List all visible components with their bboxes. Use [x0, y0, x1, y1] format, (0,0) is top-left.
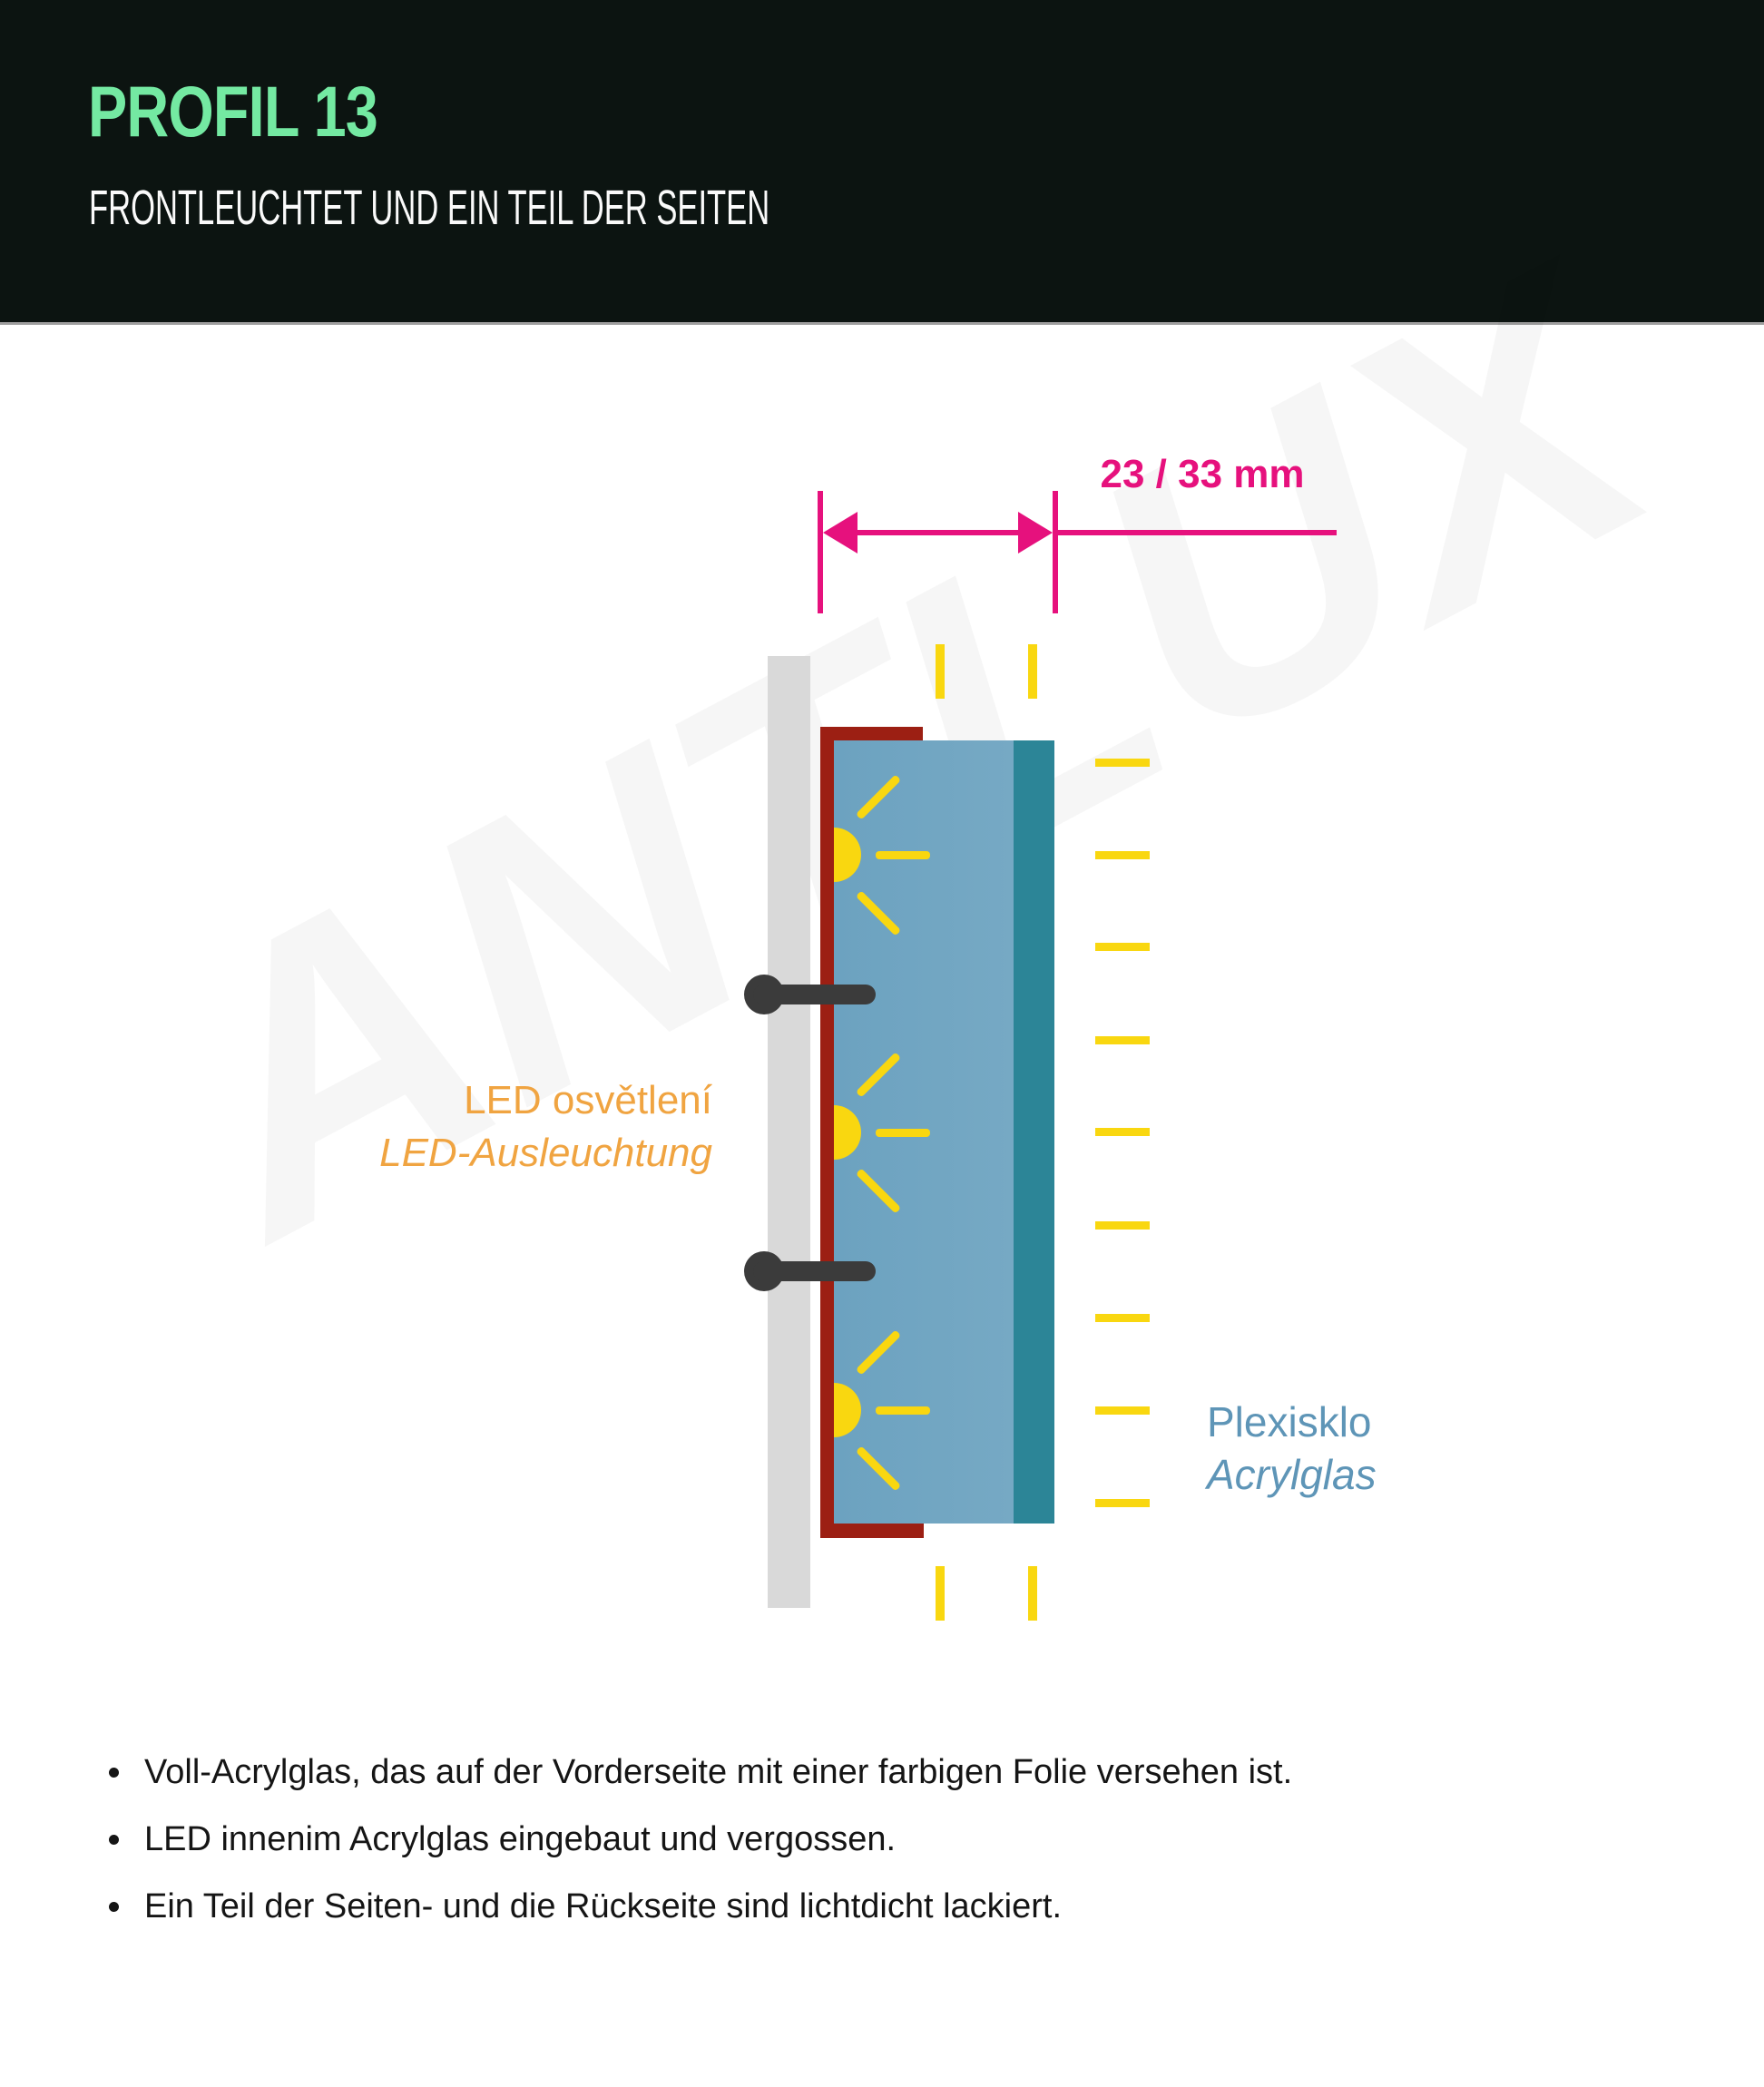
light-dash-icon — [1095, 1314, 1150, 1322]
light-dash-icon — [1028, 1566, 1037, 1621]
page-subtitle: FRONTLEUCHTET UND EIN TEIL DER SEITEN — [89, 181, 770, 235]
bullet-icon — [109, 1902, 119, 1912]
light-dash-icon — [1095, 1036, 1150, 1044]
led-ray-icon — [876, 851, 930, 859]
screw-icon — [753, 985, 876, 1004]
list-item — [109, 1751, 1706, 1793]
light-dash-icon — [1095, 1406, 1150, 1415]
list-item-text: LED innenim Acrylglas eingebaut und vergossen. — [144, 1819, 897, 1858]
list-item-text: Ein Teil der Seiten- und die Rückseite sind lichtdicht lackiert. — [144, 1886, 1063, 1925]
wall-strip — [768, 656, 810, 1608]
light-dash-icon — [1095, 1499, 1150, 1507]
led-label-de: LED-Ausleuchtung — [379, 1131, 712, 1175]
screw-icon — [753, 1261, 876, 1281]
page-title: PROFIL 13 — [88, 71, 378, 152]
bullet-icon — [109, 1835, 119, 1845]
led-label — [259, 1074, 712, 1180]
dimension-extension-line — [1055, 530, 1337, 535]
light-dash-icon — [1095, 759, 1150, 767]
list-item — [109, 1886, 1706, 1927]
light-dash-icon — [1095, 943, 1150, 951]
profile-top-bar — [820, 727, 923, 740]
light-dash-icon — [936, 1566, 945, 1621]
dimension-label: 23 / 33 mm — [1100, 452, 1305, 496]
light-dash-icon — [1028, 644, 1037, 699]
arrowhead-right-icon — [1018, 512, 1053, 554]
dimension-tick-right — [1053, 491, 1058, 613]
led-label-cs: LED osvětlení — [464, 1078, 712, 1122]
list-item-text: Voll-Acrylglas, das auf der Vorderseite mit einer farbigen Folie versehen ist. — [144, 1752, 1293, 1791]
acrylic-label-de: Acrylglas — [1207, 1451, 1377, 1498]
profile-bottom-bar — [820, 1523, 924, 1538]
light-dash-icon — [1095, 1221, 1150, 1230]
light-dash-icon — [936, 644, 945, 699]
acrylic-front-face — [1014, 740, 1054, 1524]
dimension-arrow-shaft — [835, 530, 1039, 535]
light-dash-icon — [1095, 1128, 1150, 1136]
feature-list — [109, 1751, 1706, 1953]
profile-back-bar — [820, 727, 834, 1538]
bullet-icon — [109, 1768, 119, 1778]
light-dash-icon — [1095, 851, 1150, 859]
arrowhead-left-icon — [823, 512, 858, 554]
led-ray-icon — [876, 1406, 930, 1415]
list-item — [109, 1818, 1706, 1860]
acrylic-label — [1207, 1396, 1588, 1501]
led-ray-icon — [876, 1129, 930, 1137]
acrylic-label-cs: Plexisklo — [1207, 1398, 1372, 1445]
